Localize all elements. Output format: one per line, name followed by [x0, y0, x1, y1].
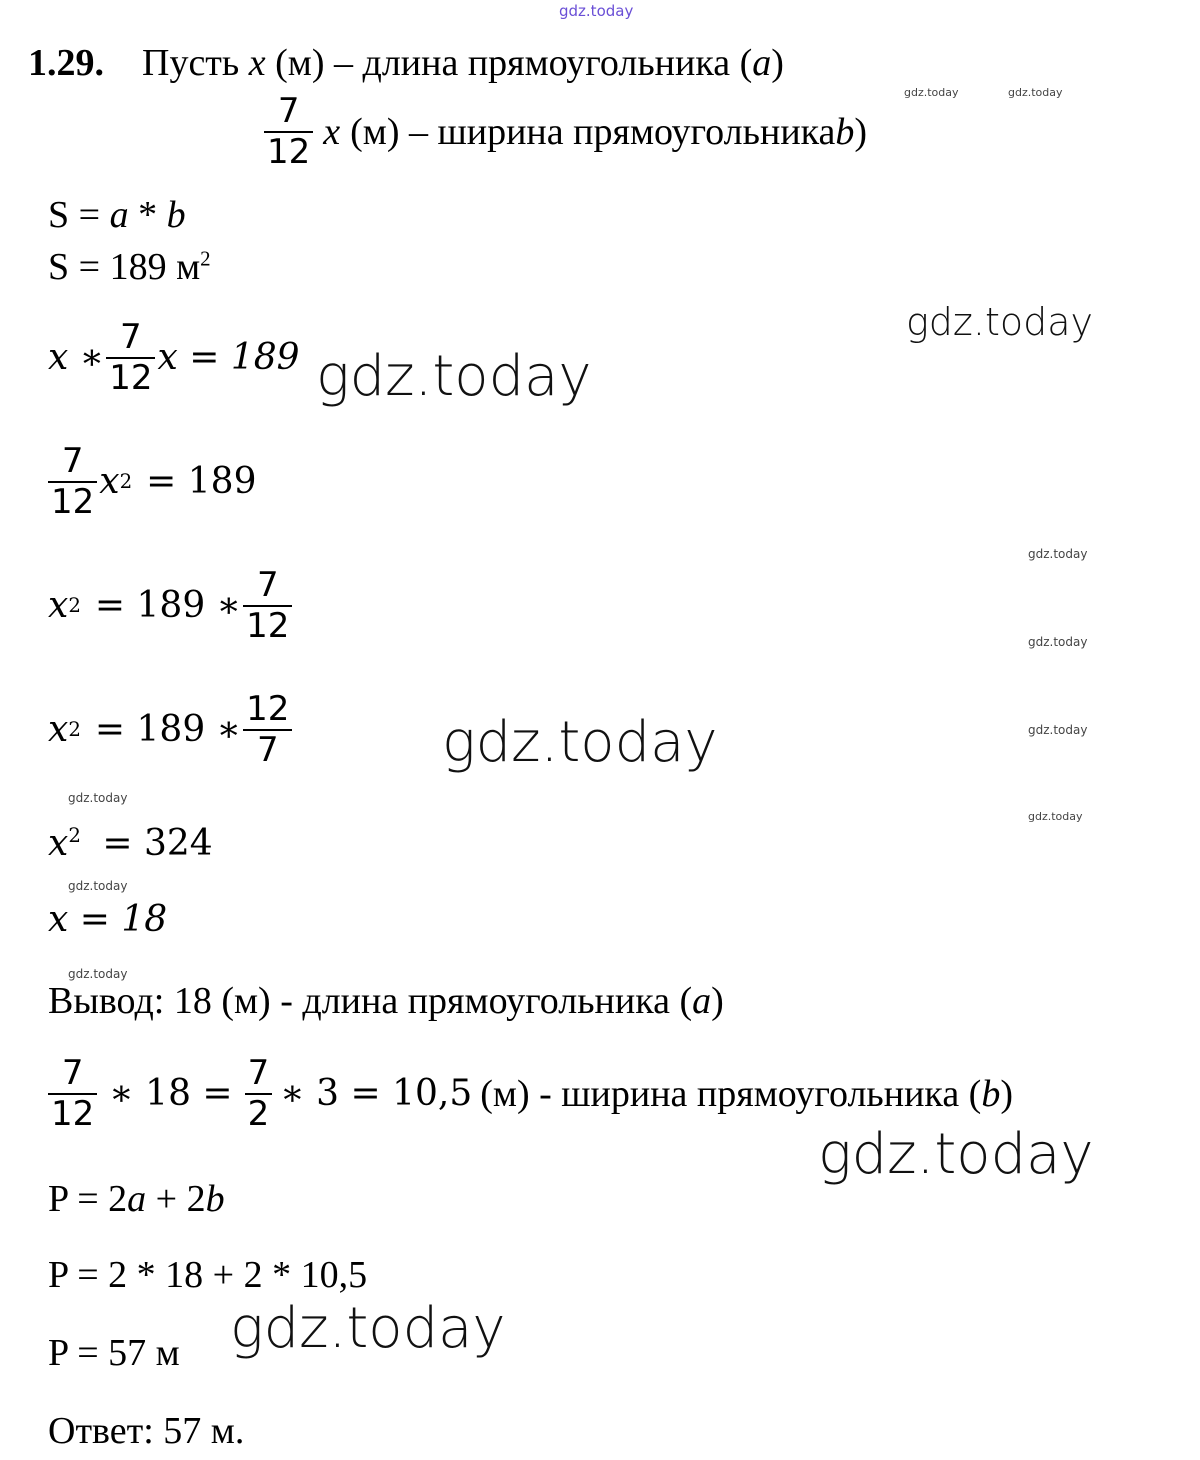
width-text: (м) – ширина прямоугольника — [350, 111, 836, 154]
small-watermark: gdz.today — [68, 879, 128, 893]
length-text: – длина прямоугольника — [333, 42, 731, 84]
fraction — [243, 690, 292, 770]
answer: Ответ: 57 м. — [48, 1410, 245, 1452]
eq5-right: = 324 — [102, 823, 213, 864]
variable-x: x — [48, 823, 69, 864]
variable-a: a — [692, 980, 712, 1022]
fraction — [245, 1054, 273, 1134]
b-close: ) — [854, 111, 868, 154]
exponent: 2 — [68, 824, 81, 847]
fraction-denominator: 12 — [267, 132, 311, 173]
variable-b: b — [166, 194, 186, 236]
fraction-denominator: 7 — [256, 730, 279, 771]
fraction-numerator: 7 — [264, 92, 313, 133]
small-watermark: gdz.today — [68, 791, 128, 805]
s-symbol: S — [48, 194, 70, 236]
variable-x: x — [248, 42, 266, 84]
a-close: ) — [771, 42, 784, 84]
fraction-denominator: 2 — [247, 1094, 270, 1135]
eq3-mid: = 189 ∗ — [94, 585, 242, 627]
eq1-left: x ∗ — [48, 337, 105, 379]
watermark: gdz.today — [442, 710, 718, 775]
fraction-denominator: 12 — [51, 1094, 95, 1135]
equation-2: $\frac{7}{12}$ x 2 = 189 — [46, 442, 257, 522]
fraction-numerator: 7 — [243, 566, 292, 607]
variable-a: a — [752, 42, 772, 84]
fraction-numerator: 7 — [245, 1054, 273, 1095]
variable-b: b — [981, 1073, 1001, 1116]
fraction-denominator: 12 — [51, 482, 95, 523]
variable-x: x — [323, 111, 341, 154]
fraction-numerator: 7 — [106, 318, 155, 359]
variable-b: b — [205, 1178, 225, 1220]
variable-b: b — [835, 111, 855, 154]
area-formula — [48, 196, 186, 234]
fraction — [243, 566, 292, 646]
perimeter-result: P = 57 м — [48, 1332, 180, 1374]
watermark: gdz.today — [818, 1122, 1094, 1187]
small-watermark: gdz.today — [1028, 810, 1083, 823]
fraction — [106, 318, 155, 398]
small-watermark: gdz.today — [1028, 723, 1088, 737]
fraction-denominator: 12 — [246, 606, 290, 647]
calc-close: ) — [1000, 1073, 1013, 1116]
equation-4: x 2 = 189 ∗ $\frac{12}{7}$ — [48, 690, 294, 770]
small-watermark: gdz.today — [1028, 547, 1088, 561]
small-watermark: gdz.today — [1008, 86, 1063, 99]
watermark: gdz.today — [230, 1296, 506, 1361]
multiply: * — [138, 194, 158, 236]
eq2-right: = 189 — [146, 461, 257, 503]
intro-word: Пусть — [142, 42, 240, 84]
fraction-denominator: 12 — [109, 358, 153, 399]
small-watermark: gdz.today — [68, 967, 128, 981]
area-value-text: S = 189 м — [48, 246, 201, 288]
problem-number: 1.29. — [28, 42, 104, 84]
a-open: ( — [739, 42, 753, 84]
calc-mid-2: ∗ 3 = 10,5 — [280, 1073, 473, 1115]
conclusion-close: ) — [711, 980, 724, 1022]
fraction-numerator: 7 — [48, 1054, 97, 1095]
fraction — [264, 92, 313, 172]
variable-a: a — [109, 194, 129, 236]
fraction-numerator: 12 — [243, 690, 292, 731]
top-watermark: gdz.today — [559, 2, 634, 20]
equation-3: x 2 = 189 ∗ $\frac{7}{12}$ — [48, 566, 294, 646]
watermark: gdz.today — [316, 344, 592, 409]
perimeter-substitution: P = 2 * 18 + 2 * 10,5 — [48, 1254, 368, 1296]
perimeter-p: P = 2 — [48, 1178, 128, 1220]
variable-x: x — [48, 585, 69, 627]
eq1-right: x = 189 — [157, 337, 300, 379]
fraction — [48, 1054, 97, 1134]
width-line — [262, 92, 867, 172]
area-value — [48, 248, 211, 286]
small-watermark: gdz.today — [904, 86, 959, 99]
fraction — [48, 442, 97, 522]
square-exponent: 2 — [200, 246, 211, 271]
small-watermark: gdz.today — [1028, 635, 1088, 649]
equation-1 — [48, 318, 300, 398]
eq4-mid: = 189 ∗ — [94, 709, 242, 751]
variable-x: x — [99, 461, 120, 503]
variable-x: x — [48, 709, 69, 751]
calc-text: (м) - ширина прямоугольника ( — [480, 1073, 982, 1116]
conclusion-text: Вывод: 18 (м) - длина прямоугольника ( — [48, 980, 693, 1022]
equals: = — [78, 194, 101, 236]
equation-5 — [48, 823, 213, 864]
conclusion — [48, 982, 724, 1020]
fraction-numerator: 7 — [48, 442, 97, 483]
watermark: gdz.today — [906, 300, 1093, 344]
calc-mid-1: ∗ 18 = — [109, 1073, 233, 1115]
equation-6: x = 18 — [48, 899, 168, 940]
variable-a: a — [127, 1178, 147, 1220]
problem-header — [28, 44, 784, 82]
perimeter-plus: + 2 — [146, 1178, 206, 1220]
perimeter-formula — [48, 1180, 225, 1218]
unit: (м) — [275, 42, 325, 84]
